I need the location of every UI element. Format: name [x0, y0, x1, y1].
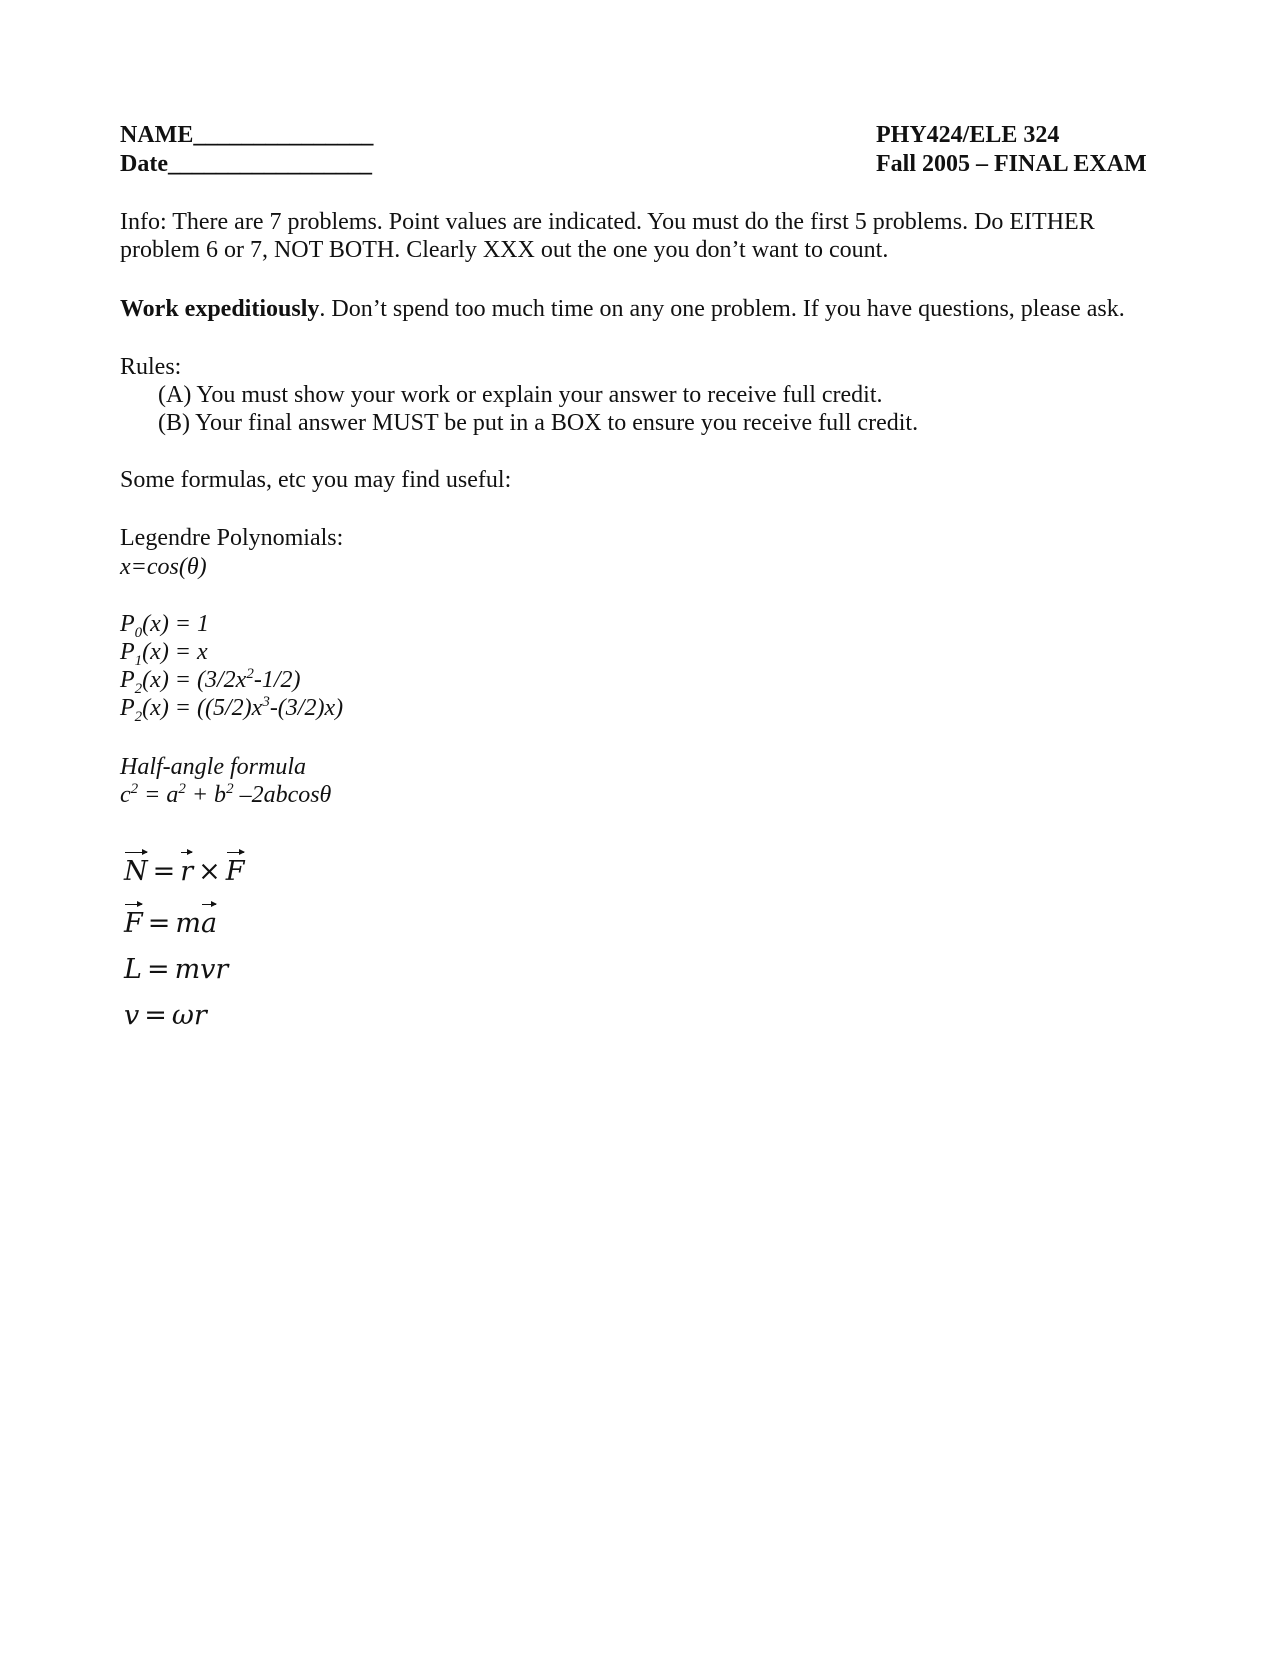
rules-title: Rules:	[120, 354, 182, 380]
ha-a-exp: 2	[178, 781, 186, 797]
p3-rhs: -(3/2)x)	[269, 695, 344, 721]
torque-equals: =	[152, 856, 176, 887]
position-vector: r	[180, 856, 194, 887]
exam-title: Fall 2005 – FINAL EXAM	[876, 151, 1147, 177]
force-vector: F	[225, 856, 245, 887]
ha-a: = a	[138, 782, 179, 808]
p3-symbol: P	[120, 695, 135, 721]
p1-rhs: (x) = x	[142, 639, 208, 665]
ha-b-exp: 2	[226, 781, 234, 797]
course-code: PHY424/ELE 324	[876, 122, 1060, 148]
mass-symbol: m	[175, 908, 201, 939]
legendre-p3	[120, 694, 344, 725]
legendre-p1	[120, 638, 208, 669]
force-equals: =	[147, 908, 171, 939]
p1-symbol: P	[120, 639, 135, 665]
velocity-equals: =	[144, 1000, 167, 1031]
p3-index: 2	[134, 708, 143, 725]
velocity-rhs: ωr	[171, 1000, 207, 1031]
velocity-equation	[124, 999, 207, 1033]
rule-b: (B) Your final answer MUST be put in a BOX to ensure you receive full credit.	[158, 410, 919, 436]
cross-product: ×	[198, 856, 221, 887]
name-field: NAME_______________	[120, 122, 374, 148]
p2-mid: (x) = (3/2x	[142, 667, 247, 693]
p0-rhs: (x) = 1	[142, 611, 210, 637]
force-equation	[124, 907, 217, 941]
velocity-symbol: v	[124, 1000, 140, 1031]
angular-equals: =	[146, 954, 170, 985]
info-paragraph: Info: There are 7 problems. Point values are indicated. You must do the first 5 problems. Do EITHER problem 6 or 7, NOT BOTH. Clearly XXX out the one you don’t want to count.	[120, 209, 1095, 263]
angular-momentum-symbol: L	[124, 954, 142, 985]
p0-symbol: P	[120, 611, 135, 637]
acceleration-vector: a	[200, 908, 218, 939]
torque-symbol: N	[124, 856, 148, 887]
p0-index: 0	[134, 624, 143, 641]
ha-c-exp: 2	[130, 781, 139, 797]
half-angle-title: Half-angle formula	[120, 754, 306, 780]
ha-b: + b	[185, 782, 227, 808]
work-rest: . Don’t spend too much time on any one problem. If you have questions, please ask.	[319, 296, 1125, 322]
ha-rest: –2abcosθ	[233, 782, 332, 808]
legendre-p0	[120, 610, 210, 641]
header-left	[120, 121, 373, 179]
p3-mid: (x) = ((5/2)x	[142, 695, 263, 721]
legendre-x-def: x=cos(θ)	[120, 554, 207, 580]
date-field: Date_________________	[120, 151, 372, 177]
angular-momentum-equation	[124, 953, 228, 987]
work-emphasis: Work expeditiously	[120, 296, 320, 322]
rule-a: (A) You must show your work or explain your answer to receive full credit.	[158, 382, 883, 408]
torque-equation	[124, 855, 245, 889]
p2-symbol: P	[120, 667, 135, 693]
force-symbol: F	[124, 908, 143, 939]
legendre-title: Legendre Polynomials:	[120, 525, 344, 551]
p2-index: 2	[134, 680, 143, 697]
p3-exponent: 3	[262, 694, 270, 710]
header-right	[876, 121, 1147, 179]
ha-c: c	[120, 782, 131, 808]
p1-index: 1	[134, 652, 143, 669]
angular-rhs: mvr	[174, 954, 229, 985]
formulas-intro: Some formulas, etc you may find useful:	[120, 467, 512, 493]
legendre-p2	[120, 666, 301, 697]
p2-exponent: 2	[246, 666, 254, 682]
half-angle-formula	[120, 781, 331, 809]
work-paragraph	[120, 295, 1170, 323]
p2-rhs: -1/2)	[253, 667, 301, 693]
